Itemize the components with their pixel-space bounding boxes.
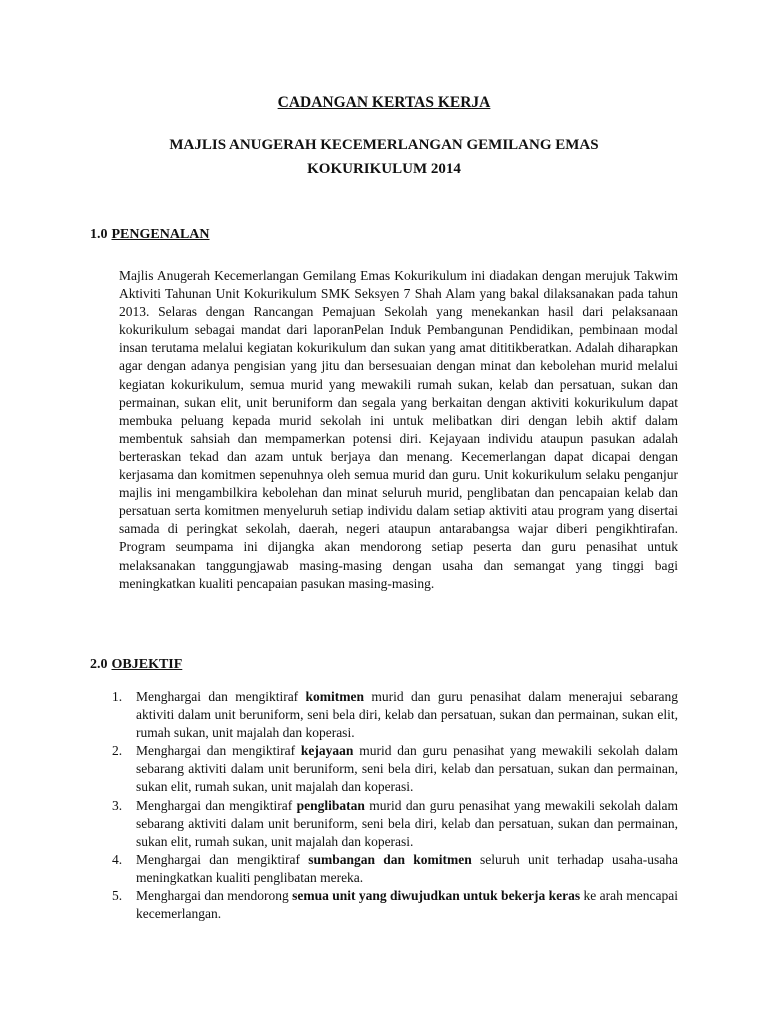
section-2-number: 2.0 [90, 657, 108, 672]
section-2-title: OBJEKTIF [111, 657, 183, 672]
objective-item: 5. Menghargai dan mendorong semua unit yang diwujudkan untuk bekerja keras ke arah mencapai kecemerlangan. [112, 888, 678, 922]
objective-keyword: semua unit yang diwujudkan untuk bekerja keras [292, 888, 581, 904]
objective-number: 4. [112, 851, 123, 867]
objective-item: 4. Menghargai dan mengiktiraf sumbangan dan komitmen seluruh unit terhadap usaha-usaha meningkatkan kualiti penglibatan mereka. [112, 851, 679, 885]
section-1-number: 1.0 [90, 227, 108, 242]
objective-item: 1. Menghargai dan mengiktiraf komitmen murid dan guru penasihat dalam menerajui sebarang aktiviti dalam unit beruniform, seni bela diri, kelab dan persatuan, sukan dan permainan, sukan elit, rumah sukan, unit majalah dan koperasi. [112, 689, 678, 741]
section-1-title: PENGENALAN [111, 227, 210, 242]
objective-item: 2. Menghargai dan mengiktiraf kejayaan murid dan guru penasihat yang mewakili sekolah dalam sebarang aktiviti dalam unit beruniform, seni bela diri, kelab dan persatuan, sukan dan permainan, sukan elit, rumah sukan, unit majalah dan koperasi. [112, 743, 679, 795]
subtitle-line-2: KOKURIKULUM 2014 [307, 161, 461, 177]
subtitle-line-1: MAJLIS ANUGERAH KECEMERLANGAN GEMILANG EMAS [169, 137, 599, 153]
section-1-heading [90, 227, 210, 243]
objective-keyword: penglibatan [296, 797, 365, 813]
document-title: CADANGAN KERTAS KERJA [277, 94, 491, 111]
objective-keyword: komitmen [305, 689, 365, 704]
objective-keyword: sumbangan dan komitmen [308, 851, 472, 867]
introduction-paragraph: Majlis Anugerah Kecemerlangan Gemilang Emas Kokurikulum ini diadakan dengan merujuk Takwim Aktiviti Tahunan Unit Kokurikulum SMK Seksyen 7 Shah Alam yang bakal dilaksanakan pada tahun 2013. Selaras dengan Rancangan Pemajuan Sekolah yang menekankan hasil dari pelaksanaan kokurikulum sebagai mandat dari laporanPelan Induk Pembangunan Pendidikan, pembinaan modal insan terutama melalui kegiatan kokurikulum dan sukan yang amat dititikberatkan. Adalah diharapkan agar dengan adanya pengisian yang jitu dan bersesuaian dengan minat dan kebolehan murid melalui kegiatan kokurikulum, semua murid yang mewakili rumah sukan, kelab dan persatuan, sukan dan permainan, sukan elit, unit beruniform dan segala yang berkaitan dengan aktiviti kokurikulum dapat membuka peluang kepada murid sekolah ini untuk melibatkan diri dengan lebih aktif dalam membentuk sahsiah dan mempamerkan potensi diri. Kejayaan individu ataupun pasukan adalah berteraskan tekad dan azam untuk berjaya dan menang. Kecemerlangan dapat dicapai dengan kerjasama dan komitmen sepenuhnya oleh semua murid dan guru. Unit kokurikulum selaku penganjur majlis ini mengambilkira kebolehan dan minat seluruh murid, penglibatan dan pencapaian kelab dan persatuan serta komitmen menyeluruh setiap individu dalam setiap aktiviti atau program yang disertai samada di peringkat sekolah, daerah, negeri ataupun antarabangsa wajar diberi pengikhtirafan. Program seumpama ini dijangka akan mendorong setiap peserta dan guru penasihat untuk melaksanakan tanggungjawab masing-masing dengan usaha dan semangat yang tinggi bagi meningkatkan kualiti pencapaian pasukan masing-masing. [119, 268, 678, 591]
objective-number: 3. [112, 797, 123, 813]
objective-keyword: kejayaan [300, 743, 354, 759]
objective-number: 1. [112, 689, 123, 704]
document-subtitle [0, 133, 768, 181]
objective-item: 3. Menghargai dan mengiktiraf penglibatan murid dan guru penasihat yang mewakili sekolah dalam sebarang aktiviti dalam unit beruniform, seni bela diri, kelab dan persatuan, sukan dan permainan, sukan elit, rumah sukan, unit majalah dan koperasi. [112, 797, 679, 849]
objective-list [108, 688, 678, 923]
section-2-heading [90, 657, 182, 673]
objective-number: 2. [112, 743, 123, 759]
objective-number: 5. [112, 888, 123, 904]
